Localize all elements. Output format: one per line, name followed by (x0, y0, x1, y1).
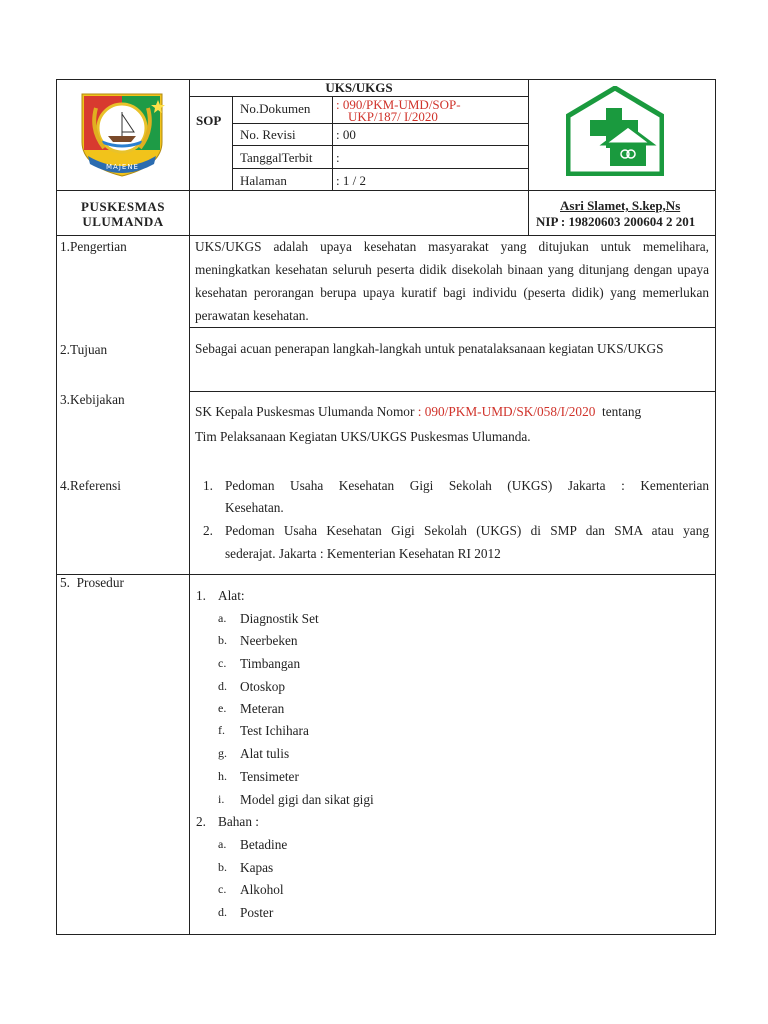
list-item: a. (218, 611, 227, 625)
list-item: f. (218, 723, 225, 737)
ref-2-line2: sederajat. Jakarta : Kementerian Kesehatan RI 2012 (225, 546, 501, 561)
signer-name: Asri Slamet, S.kep,Ns (560, 198, 681, 213)
list-item: i. (218, 792, 225, 806)
label-halaman: Halaman (240, 173, 287, 188)
list-item: d. (218, 905, 227, 919)
list-item: h. (218, 769, 227, 783)
list-item: Meteran (240, 701, 285, 716)
group-1-num: 1. (196, 588, 206, 603)
list-item: d. (218, 679, 227, 693)
label-pengertian: 1.Pengertian (60, 239, 127, 254)
label-referensi: 4.Referensi (60, 478, 121, 493)
kebijakan-ref: : 090/PKM-UMD/SK/058/I/2020 (417, 404, 596, 419)
group-1-title: Alat: (218, 588, 245, 603)
ref-1-line1: Pedoman Usaha Kesehatan Gigi Sekolah (UKGS) Jakarta : Kementerian (225, 478, 709, 493)
signer-nip: NIP : 19820603 200604 2 201 (536, 214, 696, 229)
label-no-dokumen: No.Dokumen (240, 101, 311, 116)
value-halaman: : 1 / 2 (336, 173, 366, 188)
group-2-num: 2. (196, 814, 206, 829)
text-tujuan: Sebagai acuan penerapan langkah-langkah untuk penatalaksanaan kegiatan UKS/UKGS (195, 341, 664, 356)
ref-2-num: 2. (203, 523, 213, 538)
text-kebijakan-line2: Tim Pelaksanaan Kegiatan UKS/UKGS Puskesmas Ulumanda. (195, 429, 531, 444)
value-tanggal-terbit: : (336, 150, 340, 165)
puskesmas-logo (566, 86, 664, 181)
text-pengertian: UKS/UKGS adalah upaya kesehatan masyarakat yang ditujukan untuk memelihara, meningkatkan kesehatan seluruh peserta didik disekolah binaan yang ditunjang dengan upaya kesehatan perorangan berupa upaya kuratif bagi individu (peserta didik) yang memerlukan perawatan kesehatan. (195, 239, 709, 323)
list-item: a. (218, 837, 227, 851)
list-item: c. (218, 656, 227, 670)
ref-2-line1: Pedoman Usaha Kesehatan Gigi Sekolah (UKGS) di SMP dan SMA atau yang (225, 523, 709, 538)
list-item: c. (218, 882, 227, 896)
kebijakan-pre: SK Kepala Puskesmas Ulumanda Nomor (195, 404, 418, 419)
list-item: Alat tulis (240, 746, 290, 761)
list-item: Diagnostik Set (240, 611, 319, 626)
list-item: Otoskop (240, 679, 286, 694)
kebijakan-post: tentang (595, 404, 642, 419)
value-no-dokumen: : 090/PKM-UMD/SOP- (336, 97, 461, 112)
list-item: Kapas (240, 860, 274, 875)
label-tanggal-terbit: TanggalTerbit (240, 150, 313, 165)
label-kebijakan: 3.Kebijakan (60, 392, 125, 407)
label-tujuan: 2.Tujuan (60, 342, 108, 357)
list-item: Tensimeter (240, 769, 299, 784)
list-item: Neerbeken (240, 633, 298, 648)
list-item: b. (218, 633, 227, 647)
label-no-revisi: No. Revisi (240, 127, 296, 142)
list-item: g. (218, 746, 227, 760)
label-prosedur: 5. Prosedur (60, 575, 124, 590)
list-item: Model gigi dan sikat gigi (240, 792, 374, 807)
value-no-dokumen-2: UKP/187/ I/2020 (348, 109, 438, 124)
majene-emblem (74, 90, 170, 182)
list-item: Test Ichihara (240, 723, 309, 738)
ref-1-num: 1. (203, 478, 213, 493)
doc-title: UKS/UKGS (325, 80, 393, 95)
org-name-line2: ULUMANDA (82, 214, 164, 229)
value-no-revisi: : 00 (336, 127, 356, 142)
list-item: e. (218, 701, 227, 715)
list-item: b. (218, 860, 227, 874)
list-item: Timbangan (240, 656, 301, 671)
org-name-line1: PUSKESMAS (81, 199, 165, 214)
list-item: Poster (240, 905, 274, 920)
list-item: Alkohol (240, 882, 284, 897)
sop-label: SOP (196, 113, 222, 128)
emblem-banner-text: MAJENE (106, 163, 139, 171)
text-kebijakan (195, 404, 709, 419)
ref-1-line2: Kesehatan. (225, 500, 284, 515)
list-item: Betadine (240, 837, 288, 852)
group-2-title: Bahan : (218, 814, 259, 829)
